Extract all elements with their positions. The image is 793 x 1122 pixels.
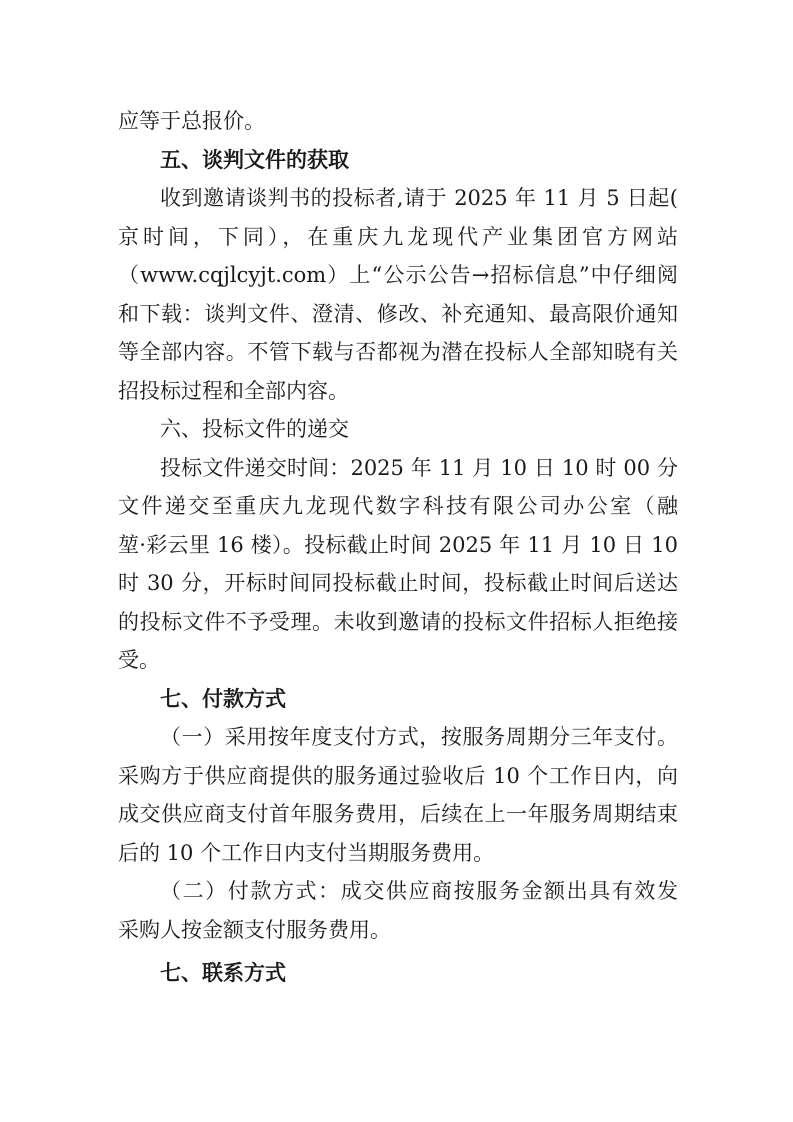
paragraph-intro-end: 应等于总报价。	[118, 109, 265, 133]
section6-line-5: 的投标文件不予受理。未收到邀请的投标文件招标人拒绝接	[118, 609, 678, 634]
section5-line-4: 和下载：谈判文件、澄清、修改、补充通知、最高限价通知	[118, 301, 678, 326]
section6-line-2: 文件递交至重庆九龙现代数字科技有限公司办公室（融	[118, 494, 678, 518]
payment-item1-line-2: 采购方于供应商提供的服务通过验收后 10 个工作日内，向	[118, 763, 678, 788]
payment-item2-line-1: （二）付款方式：成交供应商按服务金额出具有效发	[160, 879, 678, 903]
section6-line-4: 时 30 分，开标时间同投标截止时间，投标截止时间后送达	[118, 571, 678, 595]
document-body	[118, 102, 678, 993]
section-heading-7-payment: 七、付款方式	[160, 686, 286, 711]
payment-item2-line-2: 采购人按金额支付服务费用。	[118, 917, 391, 942]
section6-line-6: 受。	[118, 648, 160, 672]
section5-line-5: 等全部内容。不管下载与否都视为潜在投标人全部知晓有关	[118, 340, 678, 364]
section-heading-6: 六、投标文件的递交	[160, 417, 349, 441]
section6-line-1: 投标文件递交时间：2025 年 11 月 10 日 10 时 00 分	[160, 455, 678, 480]
payment-item1-line-3: 成交供应商支付首年服务费用，后续在上一年服务周期结束	[118, 802, 678, 826]
section5-line-2: 京时间，下同），在重庆九龙现代产业集团官方网站	[118, 224, 678, 249]
section5-line-6: 招投标过程和全部内容。	[118, 378, 349, 403]
section-heading-5: 五、谈判文件的获取	[160, 147, 349, 172]
section6-line-3: 堃·彩云里 16 楼）。投标截止时间 2025 年 11 月 10 日 10	[118, 532, 678, 557]
section5-line-3: （www.cqjlcyjt.com）上“公示公告→招标信息”中仔细阅	[118, 263, 678, 287]
payment-item1-line-4: 后的 10 个工作日内支付当期服务费用。	[118, 840, 495, 865]
payment-item1-line-1: （一）采用按年度支付方式，按服务周期分三年支付。	[160, 725, 678, 749]
section5-line-1: 收到邀请谈判书的投标者,请于 2025 年 11 月 5 日起(	[160, 186, 678, 210]
section-heading-7-contact: 七、联系方式	[160, 961, 286, 985]
